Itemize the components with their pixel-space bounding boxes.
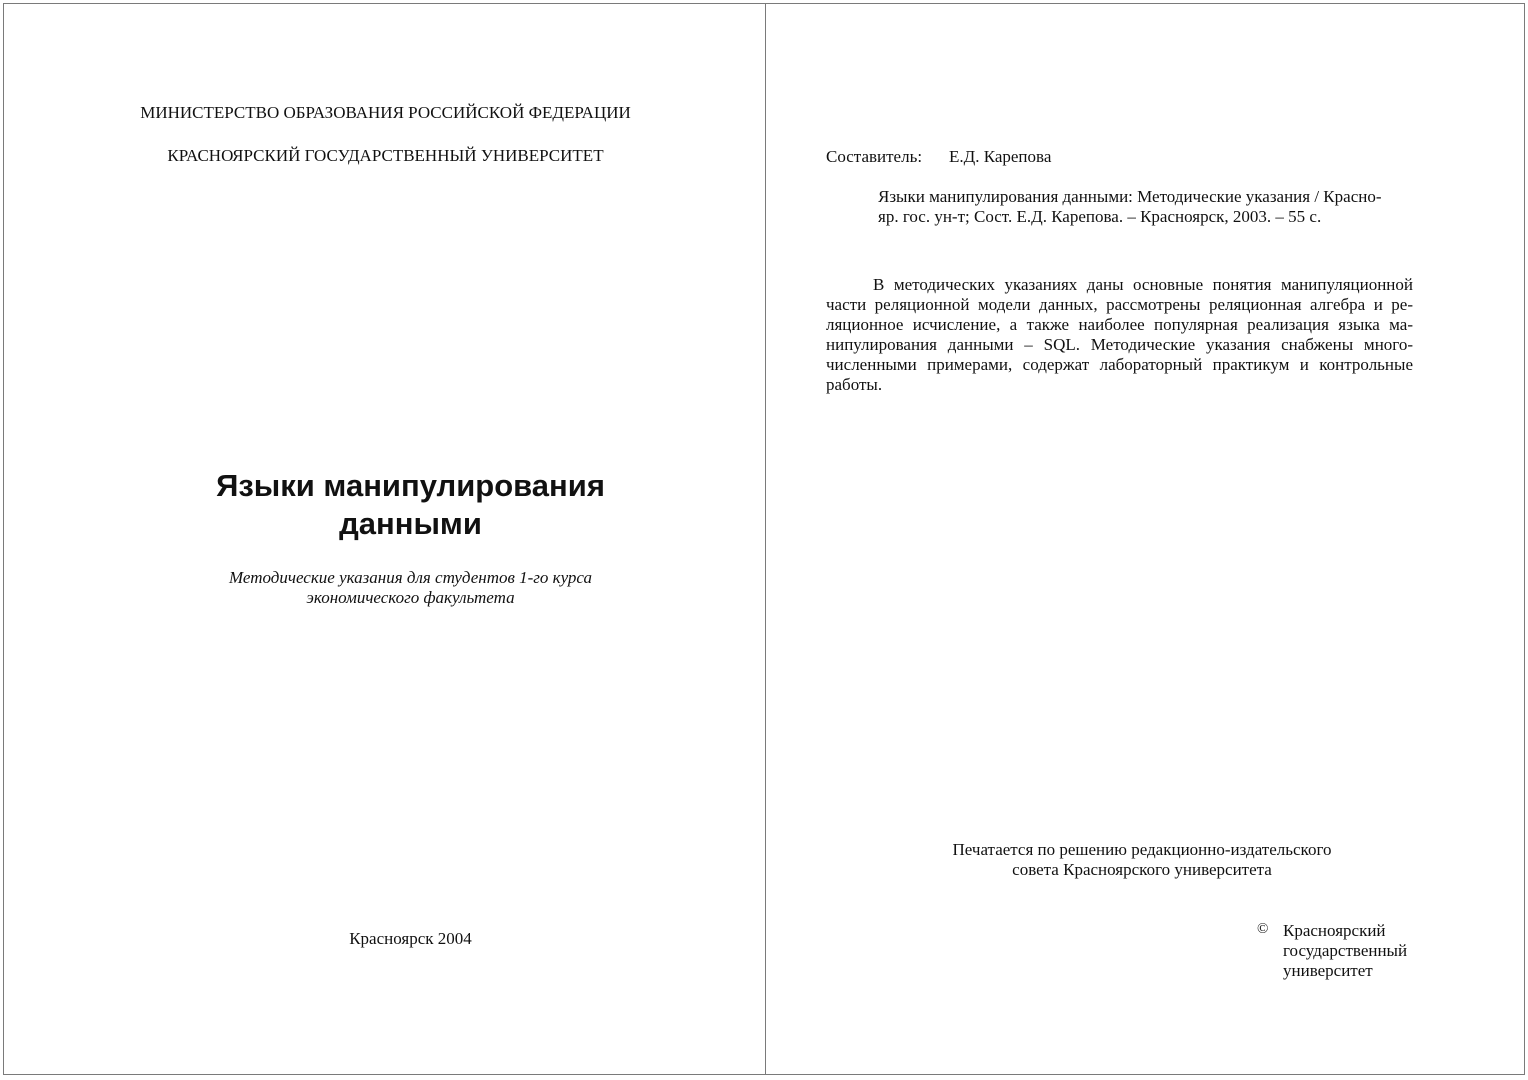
copyright-icon: © (1257, 921, 1269, 937)
bibliographic-citation (878, 187, 1413, 227)
abstract-line: нипулирования данными – SQL. Методические указания снабжены много- (826, 335, 1413, 354)
left-page (3, 3, 766, 1075)
document-title-line: данными (339, 506, 482, 541)
compiler-label: Составитель: (826, 147, 923, 166)
compiler-name: Е.Д. Карепова (949, 147, 1052, 166)
document-subtitle-line: экономического факультета (306, 588, 515, 607)
citation-line: яр. гос. ун-т; Сост. Е.Д. Карепова. – Красноярск, 2003. – 55 с. (878, 207, 1322, 226)
right-page (765, 3, 1525, 1075)
abstract-line: В методических указаниях даны основные понятия манипуляционной (873, 275, 1413, 294)
abstract-line: ляционное исчисление, а также наиболее популярная реализация языка ма- (826, 315, 1413, 334)
city-year: Красноярск 2004 (349, 929, 472, 948)
ministry-heading: МИНИСТЕРСТВО ОБРАЗОВАНИЯ РОССИЙСКОЙ ФЕДЕРАЦИИ (140, 103, 631, 122)
copyright-holder-line: Красноярский (1283, 921, 1386, 940)
citation-line: Языки манипулирования данными: Методические указания / Красно- (878, 187, 1382, 206)
copyright-holder (1283, 921, 1407, 981)
compiler-line (826, 147, 1051, 167)
abstract-line: численными примерами, содержат лабораторный практикум и контрольные (826, 355, 1413, 374)
document-title-line: Языки манипулирования (216, 468, 605, 503)
document-subtitle-line: Методические указания для студентов 1-го курса (228, 568, 593, 587)
document-subtitle (4, 568, 817, 608)
publisher-note (916, 840, 1368, 880)
university-heading: КРАСНОЯРСКИЙ ГОСУДАРСТВЕННЫЙ УНИВЕРСИТЕТ (167, 146, 604, 165)
copyright-holder-line: университет (1283, 961, 1373, 980)
copyright-holder-line: государственный (1283, 941, 1408, 960)
abstract-line: работы. (826, 375, 883, 394)
abstract-line: части реляционной модели данных, рассмотрены реляционная алгебра и ре- (826, 295, 1413, 314)
publisher-note-line: Печатается по решению редакционно-издательского (952, 840, 1332, 859)
publisher-note-line: совета Красноярского университета (1012, 860, 1272, 879)
document-title (4, 467, 817, 543)
abstract-paragraph (826, 275, 1413, 395)
